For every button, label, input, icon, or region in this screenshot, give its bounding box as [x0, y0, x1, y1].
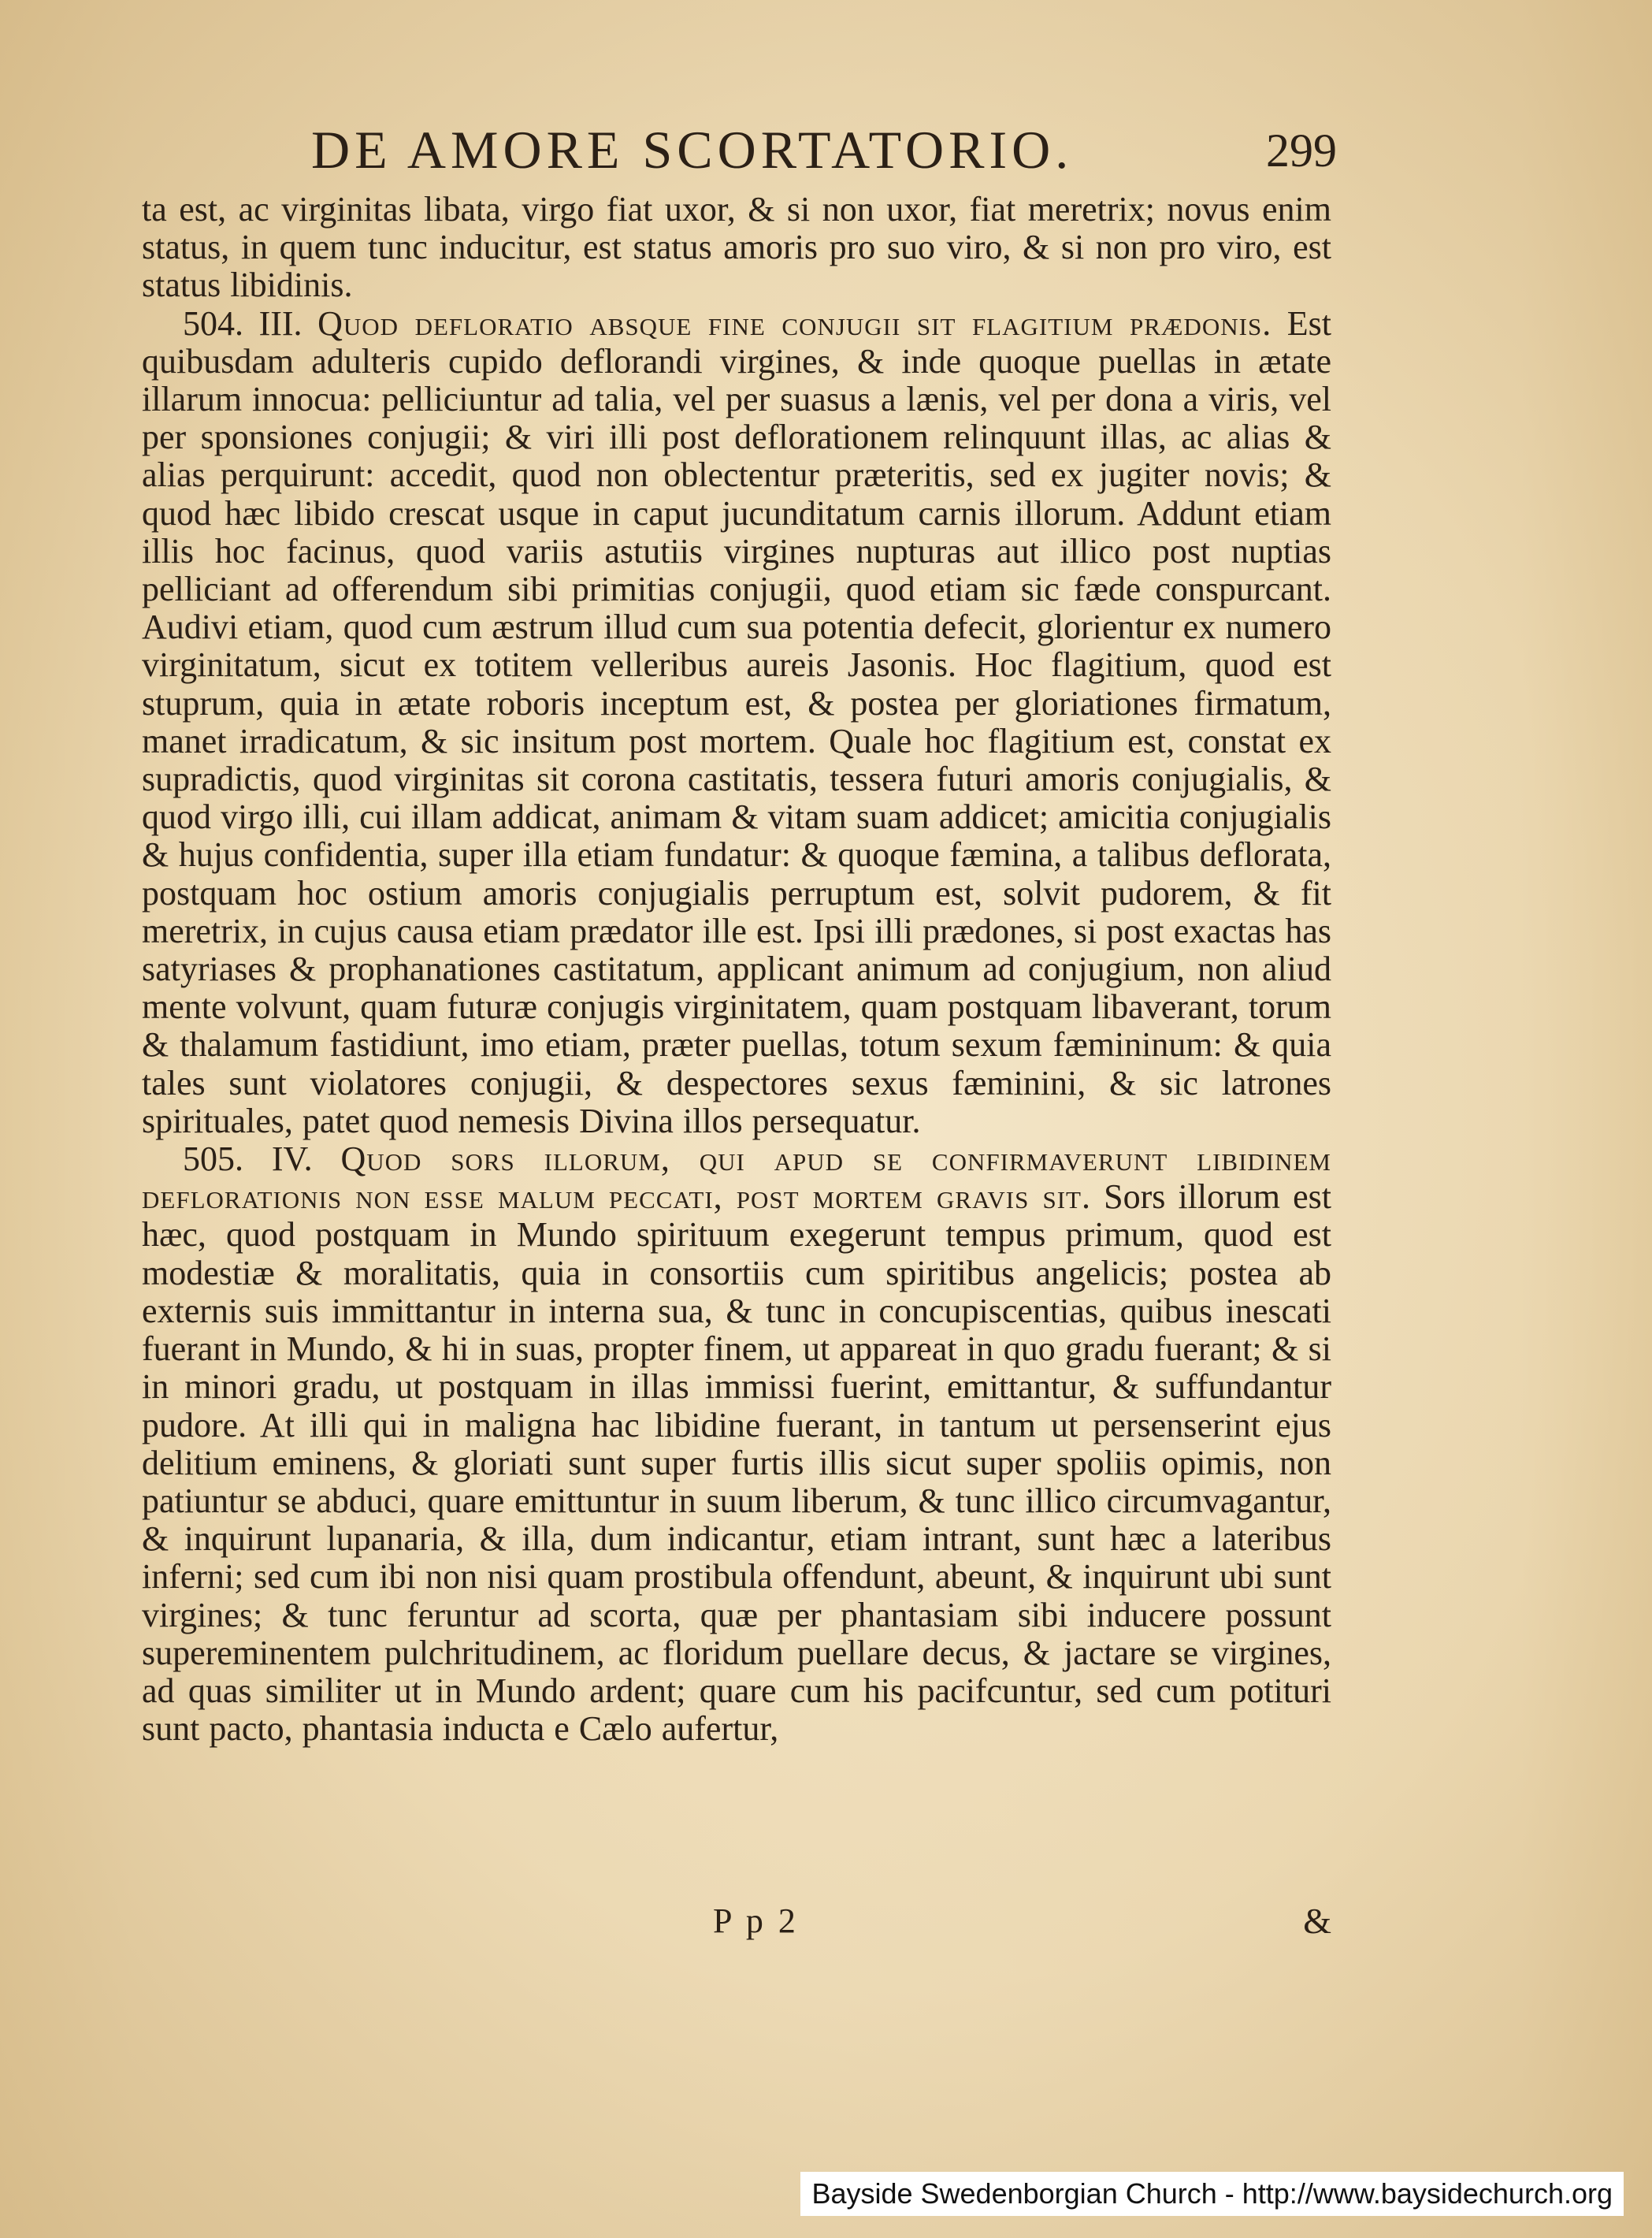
continuation-paragraph: ta est, ac virginitas libata, virgo fiat uxor, & si non uxor, fiat meretrix; novus enim status, in quem tunc inducitur, est status amoris pro suo viro, & si non pro viro, est status libidinis. — [142, 190, 1331, 305]
catchword: & — [1303, 1901, 1331, 1941]
paragraph-504 — [142, 305, 1331, 1140]
page-number: 299 — [1266, 125, 1337, 177]
watermark-credit: Bayside Swedenborgian Church - http://www.baysidechurch.org — [800, 2172, 1624, 2216]
paragraph-number: 505. IV. — [183, 1139, 313, 1179]
paragraph-heading: Quod defloratio absque fine conjugii sit flagitium prædonis. — [317, 303, 1272, 343]
running-header — [311, 118, 1337, 181]
signature-mark: P p 2 — [713, 1902, 799, 1940]
running-title: DE AMORE SCORTATORIO. — [311, 120, 1074, 180]
paragraph-number: 504. III. — [183, 303, 303, 343]
paragraph-heading: Quod sors illorum, qui apud se confirmaverunt libidinem deflorationis non esse malum peccati, post mortem gravis sit. — [142, 1139, 1331, 1217]
paragraph-text: Sors illorum est hæc, quod postquam in Mundo spirituum exegerunt tempus primum, quod est modestiæ & moralitatis, quia in consortiis cum spiritibus angelicis; postea ab externis suis immittantur in interna sua, & tunc in concupiscentias, quibus inescati fuerant in Mundo, & hi in suas, propter finem, ut appareat in quo gradu fuerant; & si in minori gradu, ut postquam in illas immissi fuerint, emittantur, & suffundantur pudore. At illi qui in maligna hac libidine fuerant, in tantum ut persenserint ejus delitium eminens, & gloriati sunt super furtis illis sicut super spoliis opimis, non patiuntur se abduci, quare emittuntur in suum liberum, & tunc illico circumvagantur, & inquirunt lupanaria, & illa, dum indicantur, etiam intrant, sunt hæc a lateribus inferni; sed cum ibi non nisi quam prostibula offendunt, abeunt, & inquirunt ubi sunt virgines; & tunc feruntur ad scorta, quæ per phantasiam sibi inducere possunt supereminentem pulchritudinem, ac floridum puellare decus, & jactare se virgines, ad quas similiter ut in Mundo ardent; quare cum his pacifcuntur, sed cum potituri sunt pacto, phantasia inducta e Cælo aufertur, — [142, 1177, 1331, 1749]
paragraph-505 — [142, 1140, 1331, 1748]
paragraph-text: Est quibusdam adulteris cupido deflorandi virgines, & inde quoque puellas in ætate illarum innocua: pelliciuntur ad talia, vel per suasus a lænis, vel per dona a viris, vel per sponsiones conjugii; & viri illi post deflorationem relinquunt illas, ac alias & alias perquirunt: accedit, quod non oblectentur præteritis, sed ex jugiter novis; & quod hæc libido crescat usque in caput jucunditatum carnis illorum. Addunt etiam illis hoc facinus, quod variis astutiis virgines nupturas aut illico post nuptias pelliciant ad offerendum sibi primitias conjugii, quod etiam sic fæde conspurcant. Audivi etiam, quod cum æstrum illud cum sua potentia defecit, glorientur ex numero virginitatum, sicut ex totitem velleribus aureis Jasonis. Hoc flagitium, quod est stuprum, quia in ætate roboris inceptum est, & postea per gloriationes firmatum, manet irradicatum, & sic insitum post mortem. Quale hoc flagitium est, constat ex supradictis, quod virginitas sit corona castitatis, tessera futuri amoris conjugialis, & quod virgo illi, cui illam addicat, animam & vitam suam addicet; amicitia conjugialis & hujus confidentia, super illa etiam fundatur: & quoque fæmina, a talibus deflorata, postquam hoc ostium amoris conjugialis perruptum est, solvit pudorem, & fit meretrix, in cujus causa etiam prædator ille est. Ipsi illi prædones, si post exactas has satyriases & prophanationes castitatum, applicant animum ad conjugium, non aliud mente volvunt, quam futuræ conjugis virginitatem, quam postquam libaverant, torum & thalamum fastidiunt, imo etiam, præter puellas, totum sexum fæmininum: & quia tales sunt violatores conjugii, & despectores sexus fæminini, & sic latrones spirituales, patet quod nemesis Divina illos persequatur. — [142, 303, 1332, 1140]
page-footer — [142, 1899, 1331, 1943]
body-text — [142, 191, 1331, 1748]
